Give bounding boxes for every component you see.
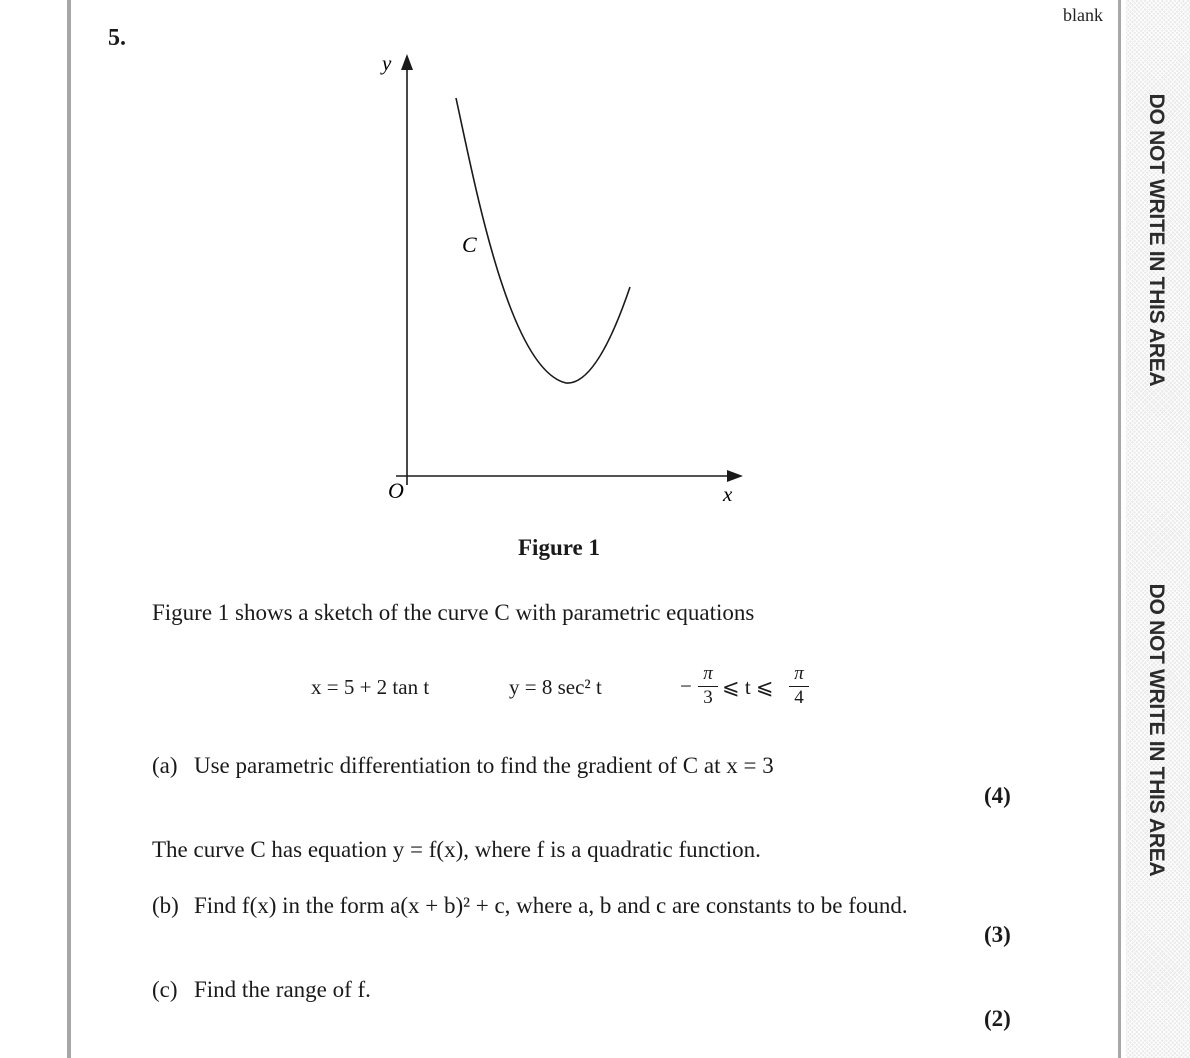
do-not-write-warning-bottom: DO NOT WRITE IN THIS AREA	[1145, 583, 1168, 877]
part-b	[152, 893, 908, 919]
part-b-marks: (3)	[984, 922, 1011, 947]
part-c-text: Find the range of f.	[194, 977, 371, 1002]
part-c-label: (c)	[152, 977, 178, 1002]
y-axis-arrowhead	[401, 54, 413, 70]
part-a-marks: (4)	[984, 783, 1011, 808]
part-b-text: Find f(x) in the form a(x + b)² + c, where a, b and c are constants to be found.	[194, 893, 908, 918]
range-numerator-right: π	[794, 663, 804, 684]
x-axis-arrowhead	[727, 470, 743, 482]
question-number: 5.	[108, 25, 126, 51]
origin-label: O	[388, 478, 404, 503]
equation-x: x = 5 + 2 tan t	[311, 675, 430, 699]
part-c	[152, 977, 371, 1003]
intro-text: Figure 1 shows a sketch of the curve C with parametric equations	[152, 600, 755, 625]
do-not-write-warning-top: DO NOT WRITE IN THIS AREA	[1145, 93, 1168, 387]
part-a-text: Use parametric differentiation to find the gradient of C at x = 3	[194, 753, 774, 778]
range-fraction-left	[698, 663, 718, 708]
x-axis-label: x	[723, 482, 733, 506]
range-denominator-right: 4	[794, 687, 804, 708]
part-c-marks: (2)	[984, 1006, 1011, 1031]
part-b-label: (b)	[152, 893, 179, 918]
curve-label: C	[462, 232, 477, 257]
range-minus: −	[680, 674, 692, 698]
blank-label: blank	[1063, 5, 1103, 25]
y-axis-label: y	[382, 51, 392, 75]
range-denominator-left: 3	[703, 687, 713, 708]
part-a-label: (a)	[152, 753, 178, 778]
range-fraction-right	[789, 663, 809, 708]
range-numerator-left: π	[703, 663, 713, 684]
curve-c	[456, 98, 630, 383]
figure-caption: Figure 1	[518, 535, 600, 560]
equation-y: y = 8 sec² t	[509, 675, 602, 699]
range-inequality: ⩽ t ⩽	[722, 675, 774, 699]
curve-statement: The curve C has equation y = f(x), where f is a quadratic function.	[152, 837, 761, 862]
part-a	[152, 753, 774, 779]
